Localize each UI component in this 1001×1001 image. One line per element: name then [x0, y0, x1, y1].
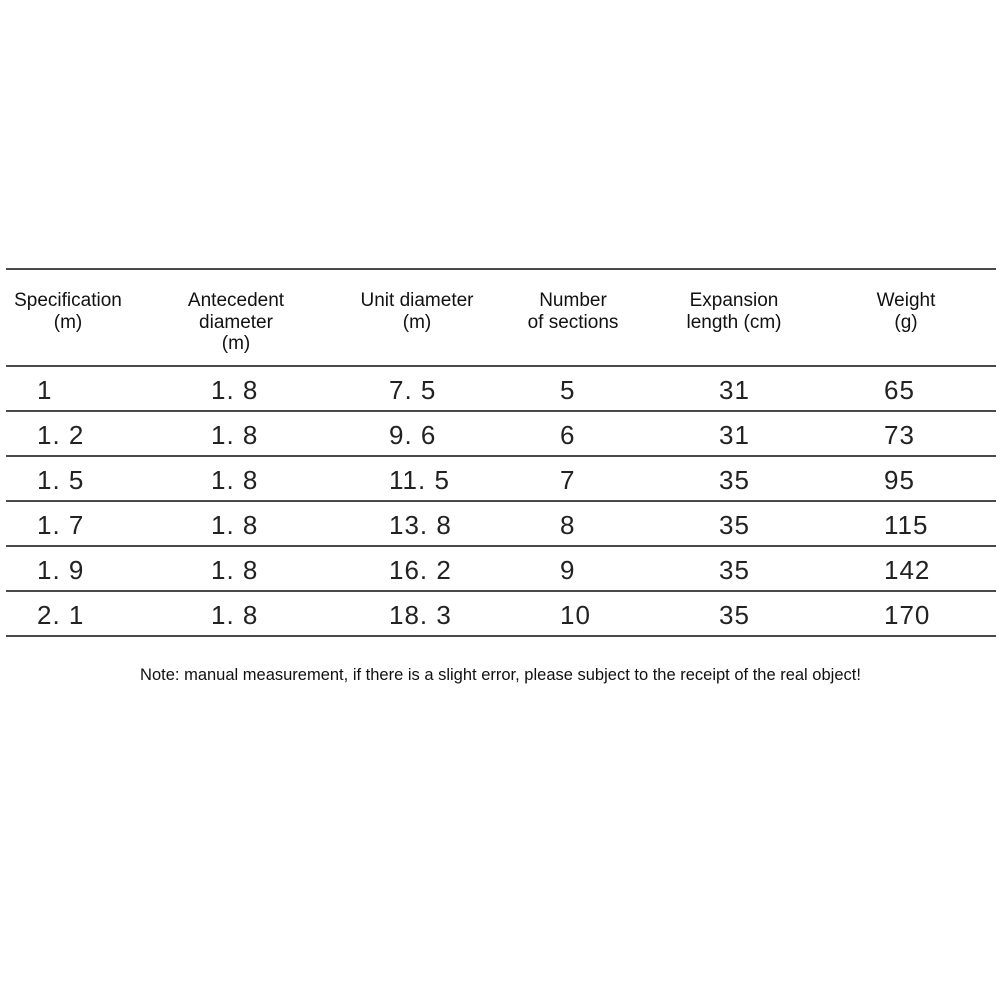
cell-expansion-length: 35 — [719, 600, 750, 630]
cell-specification: 1. 2 — [37, 420, 85, 450]
cell-weight: 115 — [884, 510, 929, 540]
cell-antecedent-diameter: 1. 8 — [211, 375, 259, 405]
cell-number-of-sections: 8 — [560, 510, 576, 540]
cell-expansion-length: 31 — [719, 375, 750, 405]
header-number-of-sections: Number of sections — [527, 290, 619, 333]
cell-unit-diameter: 13. 8 — [389, 510, 452, 540]
table-header-row — [6, 268, 996, 366]
measurement-note: Note: manual measurement, if there is a slight error, please subject to the receipt of the real object! — [140, 666, 861, 684]
cell-specification: 1. 5 — [37, 465, 85, 495]
table-row — [6, 502, 996, 547]
cell-number-of-sections: 6 — [560, 420, 576, 450]
cell-antecedent-diameter: 1. 8 — [211, 600, 259, 630]
cell-specification: 2. 1 — [37, 600, 85, 630]
cell-specification: 1 — [37, 375, 53, 405]
header-expansion-length: Expansion length (cm) — [686, 290, 782, 333]
header-weight: Weight (g) — [876, 290, 936, 333]
cell-weight: 65 — [884, 375, 915, 405]
cell-unit-diameter: 9. 6 — [389, 420, 437, 450]
cell-specification: 1. 9 — [37, 555, 85, 585]
table-row — [6, 547, 996, 592]
header-specification: Specification (m) — [14, 290, 122, 333]
cell-weight: 95 — [884, 465, 915, 495]
cell-expansion-length: 35 — [719, 555, 750, 585]
cell-weight: 142 — [884, 555, 931, 585]
cell-number-of-sections: 10 — [560, 600, 591, 630]
cell-unit-diameter: 7. 5 — [389, 375, 437, 405]
cell-antecedent-diameter: 1. 8 — [211, 420, 259, 450]
cell-unit-diameter: 11. 5 — [389, 465, 450, 495]
table-row — [6, 592, 996, 637]
cell-unit-diameter: 16. 2 — [389, 555, 452, 585]
cell-antecedent-diameter: 1. 8 — [211, 555, 259, 585]
cell-expansion-length: 35 — [719, 465, 750, 495]
cell-number-of-sections: 5 — [560, 375, 576, 405]
cell-weight: 170 — [884, 600, 931, 630]
header-unit-diameter: Unit diameter (m) — [360, 290, 474, 333]
cell-antecedent-diameter: 1. 8 — [211, 465, 259, 495]
table-row — [6, 367, 996, 412]
table-row — [6, 412, 996, 457]
cell-expansion-length: 31 — [719, 420, 750, 450]
cell-number-of-sections: 9 — [560, 555, 576, 585]
table-bottom-border — [6, 635, 996, 637]
cell-expansion-length: 35 — [719, 510, 750, 540]
header-antecedent-diameter: Antecedent diameter (m) — [187, 290, 285, 354]
cell-specification: 1. 7 — [37, 510, 85, 540]
cell-weight: 73 — [884, 420, 915, 450]
cell-unit-diameter: 18. 3 — [389, 600, 452, 630]
table-row — [6, 457, 996, 502]
cell-number-of-sections: 7 — [560, 465, 576, 495]
cell-antecedent-diameter: 1. 8 — [211, 510, 259, 540]
